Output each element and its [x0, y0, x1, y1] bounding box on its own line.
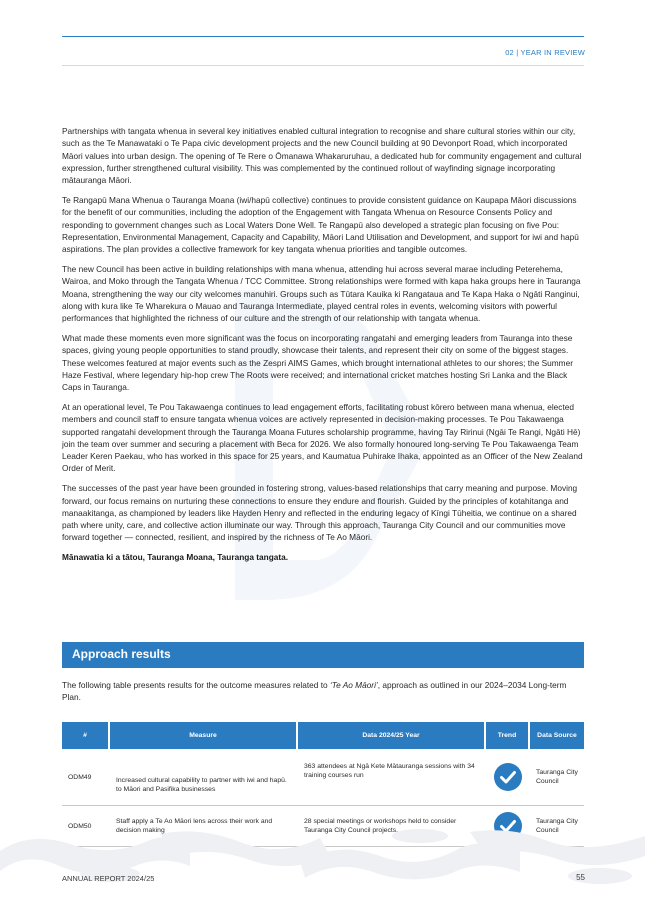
paragraph: Partnerships with tangata whenua in several key initiatives enabled cultural integration to recognise and share cultural stories within our city, such as the Te Manawataki o Te Papa civic development projects and the new Council building at 90 Devonport Road, which incorporated Māori values into urban design. The opening of Te Rere o Ōmanawa Whakaruruhau, a dedicated hub for community engagement and cultural expression, further strengthened cultural visibility. This was complemented by the continued rollout of wayfinding signage incorporating mātauranga Māori. — [62, 126, 582, 186]
header-source: Data Source — [530, 722, 584, 749]
cell-source: Tauranga City Council — [530, 749, 584, 806]
table-header-row — [62, 722, 584, 749]
cell-measure: Increased cultural capability to partner with iwi and hapū. to Māori and Pasifika businesses — [110, 749, 298, 806]
header-data: Data 2024/25 Year — [298, 722, 486, 749]
emphasis-te-ao-maori: ‘Te Ao Māori’ — [329, 680, 378, 690]
footer-report-title: ANNUAL REPORT 2024/25 — [62, 874, 155, 883]
paragraph: What made these moments even more significant was the focus on incorporating rangatahi and emerging leaders from Tauranga into these spaces, giving young people opportunities to stand proudly, showcase their talents, and represent their city on some of the biggest stages. These welcomes featured at major events such as the Zespri AIMS Games, which brought international athletes to our shores; the Summer Haze Festival, where legendary hip-hop crew The Roots were received; and international cricket matches hosting Sri Lanka and the Black Caps in Tauranga. — [62, 332, 573, 393]
table-row — [62, 749, 584, 806]
section-heading: Approach results — [72, 647, 171, 661]
paragraph: The successes of the past year have been grounded in fostering strong, values-based relationships that carry meaning and purpose. Moving forward, our focus remains on nurturing these connections to ensure they endure and flourish. Guided by the principles of kotahitanga and manaakitanga, as championed by leaders like Hayden Henry and reflected in the enduring legacy of Kīngi Tūheitia, we continue on a shared path where unity, care, and collective action illuminate our way. Through this approach, Tauranga City Council and our communities move forward together — connected, resilient, and inspired by the richness of Te Ao Māori. — [62, 483, 578, 543]
body-text — [62, 125, 584, 571]
section-label: 02 | YEAR IN REVIEW — [505, 48, 585, 57]
paragraph: Te Rangapū Mana Whenua o Tauranga Moana (iwi/hapū collective) continues to provide consistent guidance on Kaupapa Māori discussions for the benefit of our communities, including the adoption of the Engagement with Tangata Whenua on Resource Consents Policy and responding to government changes such as Local Waters Done Well. Te Rangapū also developed a strategic plan focusing on five Pou: Representation, Environmental Management, Capacity and Capability, Māori Land Utilisation and Development, and support for iwi and hapū aspirations. The plan provides a collective framework for key tangata whenua priorities and tangible outcomes. — [62, 194, 579, 255]
checkmark-circle-icon — [494, 763, 522, 791]
cell-trend — [486, 749, 530, 806]
closing-line: Mānawatia ki a tātou, Tauranga Moana, Tauranga tangata. — [62, 552, 289, 563]
table-intro: The following table presents results for the outcome measures related to ‘Te Ao Māori’, approach as outlined in our 2024–2034 Long-term Plan. — [62, 680, 567, 703]
header-trend: Trend — [486, 722, 530, 749]
page-number: 55 — [576, 873, 585, 882]
cell-id: ODM50 — [62, 806, 110, 847]
cell-data: 363 attendees at Ngā Kete Mātauranga sessions with 34 training courses run — [298, 749, 486, 806]
header-measure: Measure — [110, 722, 298, 749]
section-rule — [62, 65, 584, 66]
cell-measure: Staff apply a Te Ao Māori lens across their work and decision making — [110, 806, 298, 847]
cell-data: 28 special meetings or workshops held to consider Tauranga City Council projects. — [298, 806, 486, 847]
header-id: # — [62, 722, 110, 749]
header-rule — [62, 36, 584, 37]
cell-source: Tauranga City Council — [530, 806, 584, 847]
cell-id: ODM49 — [62, 749, 110, 806]
section-heading-bar — [62, 642, 584, 668]
paragraph: The new Council has been active in building relationships with mana whenua, attending hui across several marae including Peterehema, Wairoa, and Moko through the Tangata Whenua / TCC Committee. Strong relationships were formed with kapa haka groups here in Tauranga Moana, strengthening the way our city welcomes manuhiri. Groups such as Tūtara Kauika ki Rangataua and Te Kapa Haka o Ngāti Ranginui, along with kura like Te Wharekura o Mauao and Tauranga Intermediate, played central roles in events, welcoming visitors with powerful performances that highlighted the richness of our culture and the strength of our relationship with tangata whenua. — [62, 263, 581, 324]
paragraph: At an operational level, Te Pou Takawaenga continues to lead engagement efforts, facilitating robust kōrero between mana whenua, elected members and council staff to ensure tangata whenua voices are actively represented in decision-making processes. Te Pou Takawaenga supported rangatahi development through the Tauranga Moana Futures scholarship programme, having Tay Ririnui (Ngāi Te Rangi, Ngāti Hē) join the team over summer and securing a placement with Beca for 2026. We also formally honoured long-serving Te Pou Takawaenga Team Leader Keren Paekau, who has worked in this space for 25 years, and Kaumatua Puhirake Ihaka, appointed as an Officer of the New Zealand Order of Merit. — [62, 401, 583, 474]
